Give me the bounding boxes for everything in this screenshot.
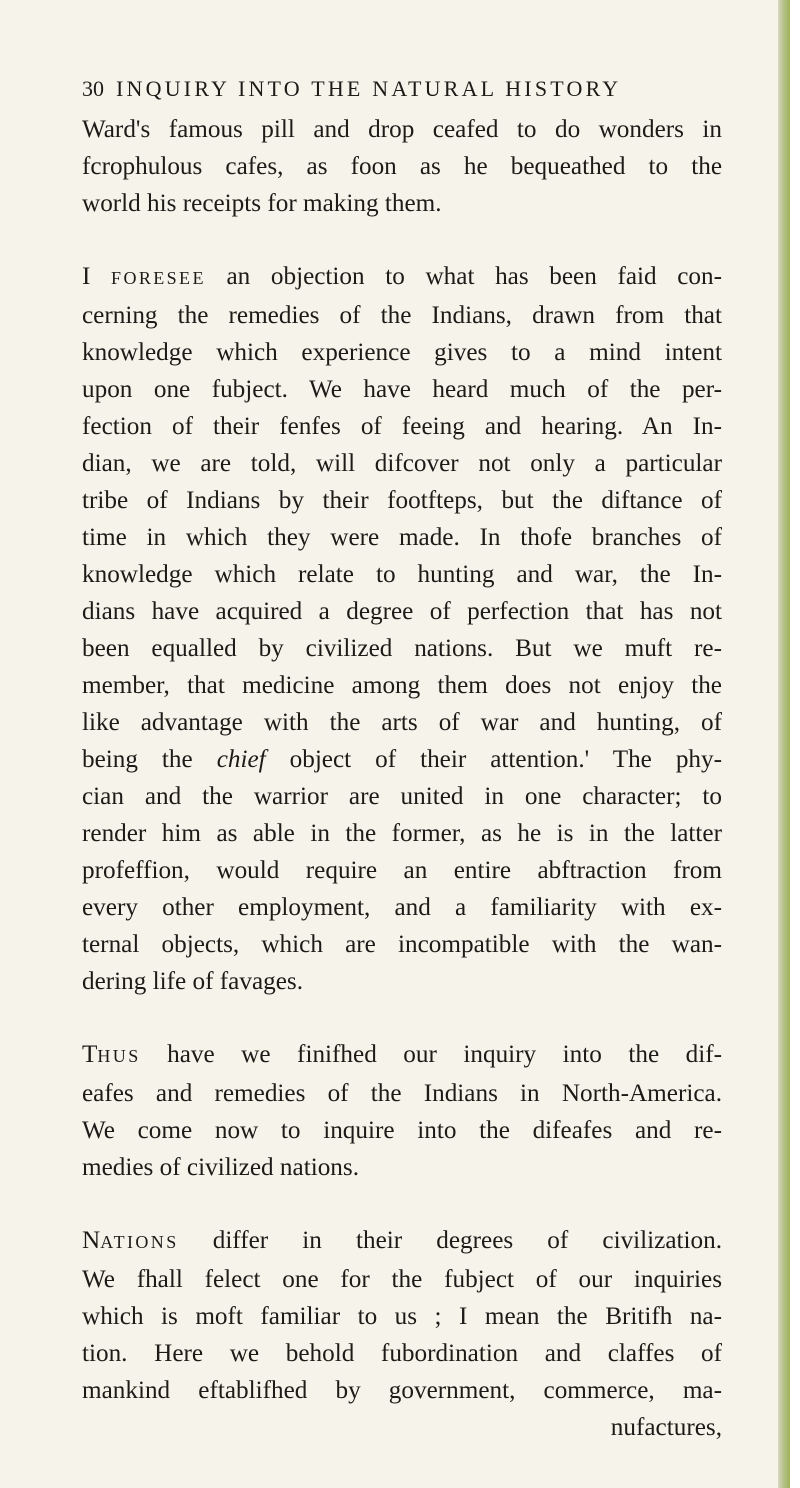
text-line: medies of civilized nations. [82, 1154, 359, 1181]
text-line: which is moft familiar to us ; I mean the Britifh na- [82, 1303, 722, 1330]
running-title: INQUIRY INTO THE NATURAL HISTORY [116, 76, 622, 101]
catchword: nufactures, [610, 1414, 722, 1441]
paragraph-4 [82, 1222, 722, 1446]
lead-smallcaps: ATIONS [100, 1232, 179, 1252]
text-line: mankind eftablifhed by government, commerce, ma- [82, 1377, 722, 1404]
text-line: knowledge which experience gives to a mind intent [82, 339, 722, 366]
lead-smallcaps: FORESEE [111, 268, 206, 288]
text-line: tribe of Indians by their footfteps, but the diftance of [82, 487, 722, 514]
text-line: dering life of favages. [82, 968, 303, 995]
text-line [82, 1222, 722, 1261]
running-head [82, 70, 722, 107]
text-line: fection of their fenfes of feeing and hearing. An In- [82, 413, 722, 440]
text-line: fcrophulous cafes, as foon as he bequeathed to the [82, 153, 722, 180]
italic-line-prefix: being the [82, 746, 193, 773]
text-line [82, 258, 722, 297]
text-line: Ward's famous pill and drop ceafed to do wonders in [82, 116, 722, 143]
text-line: every other employment, and a familiarity with ex- [82, 894, 722, 921]
text-line: We come now to inquire into the difeafes and re- [82, 1117, 722, 1144]
text-line: like advantage with the arts of war and hunting, of [82, 709, 722, 736]
text-line: dian, we are told, will difcover not only a particular [82, 450, 722, 477]
paragraph-2 [82, 258, 722, 1000]
italic-line-suffix: object of their attention.' The phy- [289, 746, 723, 773]
text-line [82, 741, 722, 778]
text-line: profeffion, would require an entire abftraction from [82, 857, 722, 884]
first-line-rest: have we finifhed our inquiry into the dif- [167, 1041, 722, 1068]
lead-cap: T [82, 1041, 98, 1068]
text-line: cerning the remedies of the Indians, drawn from that [82, 302, 722, 329]
lead-cap: N [82, 1227, 101, 1254]
text-line: upon one fubject. We have heard much of the per- [82, 376, 722, 403]
page-text [82, 70, 722, 1446]
paragraph-1 [82, 111, 722, 222]
text-line: time in which they were made. In thofe branches of [82, 524, 722, 551]
italic-word: chief [216, 746, 266, 773]
text-line: member, that medicine among them does not enjoy the [82, 672, 722, 699]
text-line: render him as able in the former, as he is in the latter [82, 820, 722, 847]
text-line: world his receipts for making them. [82, 190, 442, 217]
text-line: been equalled by civilized nations. But we muft re- [82, 635, 722, 662]
page-number: 30 [82, 76, 104, 101]
first-line-rest: an objection to what has been faid con- [226, 263, 723, 290]
text-line: We fhall felect one for the fubject of our inquiries [82, 1266, 722, 1293]
first-line-rest: differ in their degrees of civilization. [212, 1227, 722, 1254]
text-line: eafes and remedies of the Indians in North-America. [82, 1080, 722, 1107]
text-line: knowledge which relate to hunting and war, the In- [82, 561, 722, 588]
lead-cap: I [82, 263, 91, 290]
text-line: dians have acquired a degree of perfection that has not [82, 598, 722, 625]
text-line: cian and the warrior are united in one character; to [82, 783, 722, 810]
page-edge [778, 0, 790, 1488]
text-line [82, 1036, 722, 1075]
paragraph-3 [82, 1036, 722, 1186]
text-line: tion. Here we behold fubordination and claffes of [82, 1340, 722, 1367]
text-line: ternal objects, which are incompatible with the wan- [82, 931, 722, 958]
lead-smallcaps: HUS [97, 1046, 141, 1066]
